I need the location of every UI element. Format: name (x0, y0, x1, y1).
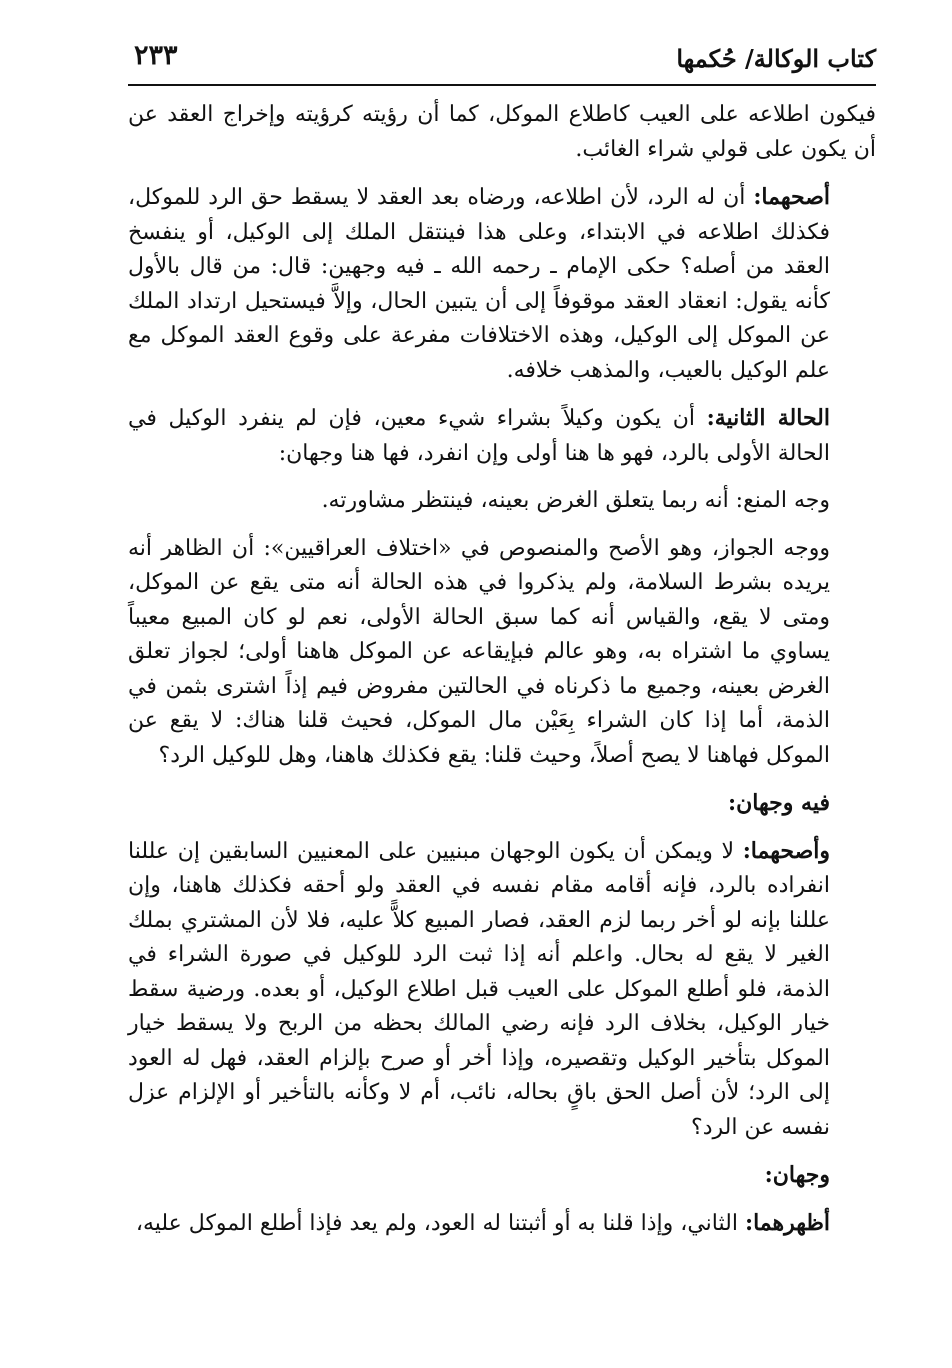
paragraph-term: أصحهما: (753, 184, 830, 210)
paragraph-9 (128, 1206, 876, 1242)
paragraph-text: أن له الرد، لأن اطلاعه، ورضاه بعد العقد لا يسقط حق الرد للموكل، فكذلك اطلاعه في الابتداء، وعلى هذا فينتقل الملك إلى الوكيل، أو ينفسخ العقد من أصله؟ حكى الإمام ـ رحمه الله ـ فيه وجهين: قال: من قال بالأول كأنه يقول: انعقاد العقد موقوفاً إلى أن يتبين الحال، وإلاَّ فيستحيل ارتداد الملك عن الموكل إلى الوكيل، وهذه الاختلافات مفرعة على وقوع العقد الموكل مع علم الوكيل بالعيب، والمذهب خلافه. (128, 185, 830, 383)
paragraph-term: وأصحهما: (742, 837, 830, 864)
heading-text: فيه وجهان: (728, 790, 830, 816)
paragraph-text: ووجه الجواز، وهو الأصح والمنصوص في «اختلاف العراقيين»: أن الظاهر أنه يريده بشرط السلامة، ولم يذكروا في هذه الحالة أنه متى يقع عن الموكل، ومتى لا يقع، والقياس أنه كما سبق الحالة الأولى، نعم لو كان المبيع معيباً يساوي ما اشتراه به، وهو عالم فبإيقاعه عن الموكل هاهنا أولى؛ لجواز تعلق الغرض بعينه، وجميع ما ذكرناه في الحالتين مفروض فيم إذاً اشترى بثمن في الذمة، أما إذا كان الشراء بِعَيْن مال الموكل، فحيث قلنا هناك: لا يقع عن الموكل فهاهنا لا يصح أصلاً، وحيث قلنا: يقع فكذلك هاهنا، وهل للوكيل الرد؟ (128, 535, 830, 768)
page-number: ٢٣٣ (134, 40, 178, 71)
paragraph-3 (128, 401, 876, 471)
paragraph-4 (128, 484, 876, 519)
heading-text: وجهان: (764, 1162, 830, 1188)
section-heading (128, 1158, 876, 1193)
page-header (128, 40, 876, 86)
paragraph-text: لا ويمكن أن يكون الوجهان مبنيين على المعنيين السابقين إن عللنا انفراده بالرد، فإنه أقامه مقام نفسه في العقد ولو أحقه فكذلك هاهنا، وإن عللنا بإنه لو أخر ربما لزم العقد، فصار المبيع كلاًّ عليه، فلا لأن المشتري بملك الغير لا يقع له بحال. واعلم أنه إذا ثبت الرد للوكيل في صورة الشراء في الذمة، فلو أطلع الموكل على العيب قبل اطلاع الوكيل، أو بعده. ورضية سقط خيار الوكيل، بخلاف الرد فإنه رضي المالك بحظه من الربح ولا يسقط خيار الموكل بتأخير الوكيل وتقصيره، وإذا أخر أو صرح بإلزام العقد، فهل له العود إلى الرد؛ لأن أصل الحق باقٍ بحاله، نائب، أم لا وكأنه بالتأخير أو الإلزام عزل نفسه عن الرد؟ (128, 838, 830, 1140)
paragraph-term: أظهرهما: (744, 1209, 830, 1236)
paragraph-text: وجه المنع: أنه ربما يتعلق الغرض بعينه، فينتظر مشاورته. (321, 488, 830, 513)
paragraph-2 (128, 180, 876, 388)
section-heading (128, 786, 876, 821)
body-text (128, 98, 876, 1254)
paragraph-term: الحالة الثانية: (706, 405, 830, 431)
paragraph-5 (128, 532, 876, 774)
paragraph-7 (128, 834, 876, 1146)
running-title: كتاب الوكالة/ حُكمها (676, 44, 876, 73)
paragraph-text: الثاني، وإذا قلنا به أو أثبتنا له العود، ولم يعد فإذا أطلع الموكل عليه، (135, 1210, 745, 1236)
paragraph-text: فيكون اطلاعه على العيب كاطلاع الموكل، كما أن رؤيته كرؤيته وإخراج العقد عن أن يكون على قولي شراء الغائب. (128, 102, 876, 162)
paragraph-text: أن يكون وكيلاً بشراء شيء معين، فإن لم ينفرد الوكيل في الحالة الأولى بالرد، فهو ها هنا أولى وإن انفرد، فها هنا وجهان: (128, 406, 830, 466)
paragraph-1 (128, 98, 876, 167)
